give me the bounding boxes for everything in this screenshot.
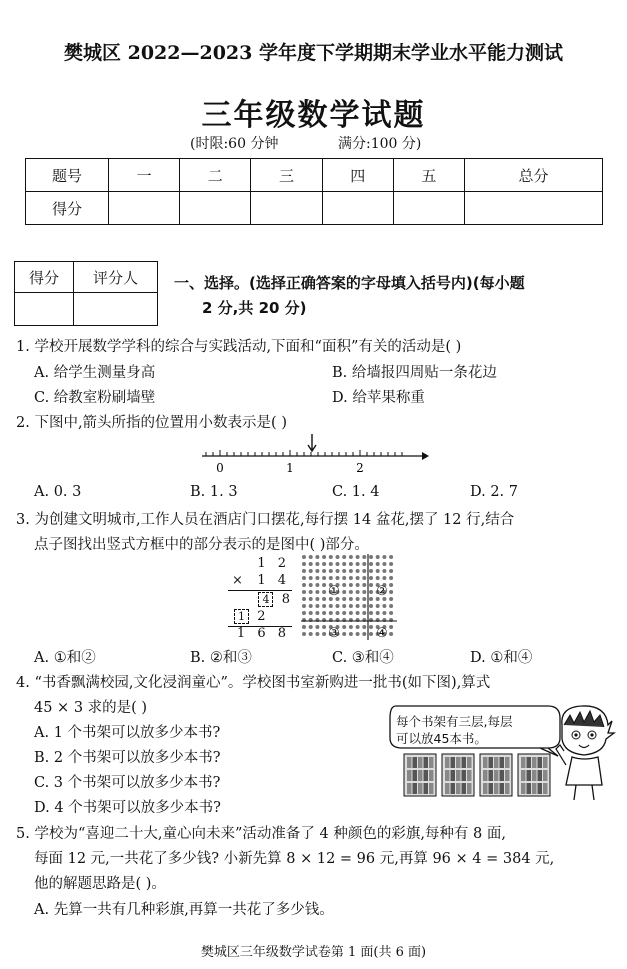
grid-dot: [315, 562, 319, 566]
score-row-label: 得分: [26, 192, 109, 225]
bookshelf-icon: [480, 754, 512, 796]
grid-dot: [382, 569, 386, 573]
q1-option-a[interactable]: A. 给学生测量身高: [34, 365, 156, 381]
grid-dot: [362, 569, 366, 573]
grid-dot: [302, 583, 306, 587]
grid-dot: [336, 604, 340, 608]
score-cell[interactable]: [180, 192, 251, 225]
grid-dot: [376, 604, 380, 608]
q3-option-a[interactable]: A. ①和②: [34, 650, 96, 666]
bookshelves-illustration: [402, 752, 552, 798]
grid-dot: [329, 555, 333, 559]
grid-dot: [362, 625, 366, 629]
grid-dot: [315, 555, 319, 559]
time-limit: (时限:60 分钟: [190, 136, 279, 152]
grid-dot: [376, 611, 380, 615]
grid-dot: [389, 604, 393, 608]
grid-dot: [302, 597, 306, 601]
grid-dot: [342, 625, 346, 629]
q3-option-d[interactable]: D. ①和④: [470, 650, 533, 666]
grid-dot: [342, 611, 346, 615]
grid-dot: [389, 555, 393, 559]
q3-option-b[interactable]: B. ②和③: [190, 650, 252, 666]
score-cell[interactable]: [251, 192, 322, 225]
grid-dot: [376, 562, 380, 566]
section-heading-cont: 2 分,共 20 分): [202, 299, 307, 317]
grid-dot: [369, 604, 373, 608]
grader-box: [14, 261, 158, 326]
score-cell[interactable]: [465, 192, 603, 225]
grid-dot: [349, 604, 353, 608]
grader-name-label: 评分人: [74, 262, 158, 293]
grid-dot: [349, 611, 353, 615]
q4-option-d[interactable]: D. 4 个书架可以放多少本书?: [34, 800, 221, 816]
grid-dot: [362, 583, 366, 587]
grid-dot: [382, 562, 386, 566]
grid-dot: [349, 576, 353, 580]
grid-dot: [315, 569, 319, 573]
page-title: 三年级数学试题: [201, 98, 426, 133]
grid-dot: [329, 576, 333, 580]
grid-dot: [382, 604, 386, 608]
exam-header: 樊城区 2022—2023 学年度下学期期末学业水平能力测试: [64, 42, 563, 64]
q1-stem: 1. 学校开展数学学科的综合与实践活动,下面和“面积”有关的活动是( ): [16, 339, 462, 355]
q1-option-b[interactable]: B. 给墙报四周贴一条花边: [332, 365, 497, 381]
grid-dot: [356, 597, 360, 601]
q5-stem: 5. 学校为“喜迎二十大,童心向未来”活动准备了 4 种颜色的彩旗,每种有 8 面,: [16, 826, 506, 842]
grid-dot: [336, 611, 340, 615]
grid-dot: [322, 562, 326, 566]
grid-dot: [322, 583, 326, 587]
grid-dot: [362, 632, 366, 636]
q2-option-d[interactable]: D. 2. 7: [470, 484, 518, 500]
grid-dot: [342, 576, 346, 580]
grid-dot: [369, 632, 373, 636]
grid-dot: [342, 590, 346, 594]
grid-dot: [356, 590, 360, 594]
grid-dot: [309, 569, 313, 573]
grid-dot: [309, 562, 313, 566]
grid-dot: [389, 625, 393, 629]
grid-dot: [322, 632, 326, 636]
vertical-calc: [228, 556, 292, 640]
grid-dot: [376, 576, 380, 580]
grid-dot: [389, 562, 393, 566]
grid-dot: [309, 625, 313, 629]
region-label-3: ③: [328, 626, 340, 641]
grid-dot: [322, 604, 326, 608]
q3-stem-cont: 点子图找出竖式方框中的部分表示的是图中( )部分。: [34, 537, 369, 553]
grid-dot: [376, 569, 380, 573]
score-table-header: 四: [322, 159, 393, 192]
grid-dot: [322, 611, 326, 615]
grid-dot: [389, 590, 393, 594]
dot-grid-figure: [300, 553, 398, 641]
grid-dot: [356, 625, 360, 629]
grid-dot: [369, 555, 373, 559]
grid-dot: [362, 590, 366, 594]
q5-stem-cont: 每面 12 元,一共花了多少钱? 小新先算 8 × 12 = 96 元,再算 96 × 4 = 384 元,: [34, 851, 555, 867]
grid-dot: [302, 555, 306, 559]
grid-dot: [336, 555, 340, 559]
tick-label-1: 1: [286, 461, 294, 475]
grid-dot: [362, 611, 366, 615]
q4-option-c[interactable]: C. 3 个书架可以放多少本书?: [34, 775, 221, 791]
q4-stem: 4. “书香飘满校园,文化浸润童心”。学校图书室新购进一批书(如下图),算式: [16, 675, 491, 691]
bookshelf-icon: [518, 754, 550, 796]
grid-dot: [315, 611, 319, 615]
calc-multiplier: 1 4: [257, 573, 290, 588]
grid-dot: [356, 555, 360, 559]
grid-dot: [362, 555, 366, 559]
grid-dot: [322, 576, 326, 580]
grid-dot: [329, 604, 333, 608]
grid-dot: [376, 555, 380, 559]
grid-dot: [349, 562, 353, 566]
grid-dot: [342, 562, 346, 566]
grid-dot: [322, 597, 326, 601]
grid-dot: [309, 590, 313, 594]
grid-dot: [389, 583, 393, 587]
grid-dot: [389, 611, 393, 615]
score-table-header: 题号: [26, 159, 109, 192]
grid-dot: [315, 604, 319, 608]
grid-dot: [342, 569, 346, 573]
grid-dot: [315, 590, 319, 594]
grid-dot: [322, 590, 326, 594]
grid-dot: [349, 632, 353, 636]
grid-dot: [342, 583, 346, 587]
grid-dot: [302, 632, 306, 636]
arrow-indicator-icon: [308, 434, 316, 451]
grid-dot: [369, 590, 373, 594]
calc-boxed-digit: 1: [234, 609, 249, 624]
grid-dot: [302, 576, 306, 580]
region-label-2: ②: [376, 584, 388, 599]
grid-dot: [362, 562, 366, 566]
number-line: [198, 432, 433, 476]
q4-option-b[interactable]: B. 2 个书架可以放多少本书?: [34, 750, 221, 766]
grid-dot: [349, 555, 353, 559]
grader-score-label: 得分: [15, 262, 74, 293]
section-heading: 一、选择。(选择正确答案的字母填入括号内)(每小题: [174, 274, 525, 292]
grader-score-cell[interactable]: [15, 293, 74, 326]
grid-dot: [382, 611, 386, 615]
grid-dot: [356, 604, 360, 608]
bookshelf-icon: [442, 754, 474, 796]
grid-dot: [315, 625, 319, 629]
q5-option-a[interactable]: A. 先算一共有几种彩旗,再算一共花了多少钱。: [34, 902, 334, 918]
grid-dot: [309, 611, 313, 615]
grid-dot: [302, 611, 306, 615]
grid-dot: [309, 597, 313, 601]
grid-dot: [369, 625, 373, 629]
grid-dot: [336, 569, 340, 573]
grid-dot: [349, 590, 353, 594]
grid-dot: [369, 562, 373, 566]
grid-dot: [336, 576, 340, 580]
grid-dot: [329, 611, 333, 615]
bookshelf-icon: [404, 754, 436, 796]
bubble-text-1: 每个书架有三层,每层: [396, 714, 513, 729]
grid-dot: [349, 569, 353, 573]
grid-dot: [309, 576, 313, 580]
tick-label-2: 2: [356, 461, 364, 475]
grid-dot: [315, 583, 319, 587]
calc-multiplicand: 1 2: [257, 556, 290, 571]
grid-dot: [342, 597, 346, 601]
grid-dot: [322, 569, 326, 573]
grid-dot: [362, 604, 366, 608]
score-cell[interactable]: [393, 192, 464, 225]
q2-option-c[interactable]: C. 1. 4: [332, 484, 380, 500]
score-table: [25, 158, 603, 225]
grid-dot: [302, 590, 306, 594]
q3-stem: 3. 为创建文明城市,工作人员在酒店门口摆花,每行摆 14 盆花,摆了 12 行,结合: [16, 512, 515, 528]
grid-dot: [309, 604, 313, 608]
calc-operator: ×: [232, 573, 243, 588]
score-table-header: 三: [251, 159, 322, 192]
grid-dot: [356, 611, 360, 615]
calc-digit: 2: [257, 609, 266, 624]
grid-dot: [369, 583, 373, 587]
score-table-header: 总分: [465, 159, 603, 192]
grid-dot: [369, 597, 373, 601]
grid-dot: [356, 632, 360, 636]
grid-dot: [389, 569, 393, 573]
grader-name-cell[interactable]: [74, 293, 158, 326]
q5-stem-cont2: 他的解题思路是( )。: [34, 876, 166, 892]
bubble-text-2: 可以放45本书。: [396, 731, 487, 746]
grid-dot: [369, 576, 373, 580]
q1-option-d[interactable]: D. 给苹果称重: [332, 390, 425, 406]
grid-dot: [342, 555, 346, 559]
full-score: 满分:100 分): [338, 136, 422, 152]
grid-dot: [322, 555, 326, 559]
q2-option-b[interactable]: B. 1. 3: [190, 484, 238, 500]
grid-dot: [356, 562, 360, 566]
grid-dot: [309, 632, 313, 636]
grid-dot: [356, 569, 360, 573]
q4-option-a[interactable]: A. 1 个书架可以放多少本书?: [34, 725, 221, 741]
calc-digit: 8: [281, 592, 290, 607]
calc-boxed-digit: 4: [258, 592, 273, 607]
q2-option-a[interactable]: A. 0. 3: [34, 484, 82, 500]
score-table-header: 二: [180, 159, 251, 192]
grid-dot: [336, 562, 340, 566]
grid-dot: [349, 625, 353, 629]
grid-dot: [362, 597, 366, 601]
grid-dot: [342, 604, 346, 608]
calc-result: 1 6 8: [236, 626, 290, 641]
score-table-header: 一: [109, 159, 180, 192]
score-cell[interactable]: [109, 192, 180, 225]
tick-label-0: 0: [216, 461, 224, 475]
cartoon-boy-illustration: [552, 703, 616, 803]
grid-dot: [309, 583, 313, 587]
grid-dot: [302, 562, 306, 566]
grid-dot: [302, 625, 306, 629]
grid-dot: [315, 576, 319, 580]
score-cell[interactable]: [322, 192, 393, 225]
grid-dot: [315, 632, 319, 636]
grid-dot: [362, 576, 366, 580]
grid-dot: [342, 632, 346, 636]
grid-dot: [356, 583, 360, 587]
q1-option-c[interactable]: C. 给教室粉刷墙壁: [34, 390, 156, 406]
region-label-4: ④: [376, 626, 388, 641]
q4-stem-cont: 45 × 3 求的是( ): [34, 700, 148, 716]
region-label-1: ①: [328, 584, 340, 599]
grid-dot: [389, 632, 393, 636]
grid-dot: [329, 569, 333, 573]
grid-dot: [309, 555, 313, 559]
grid-dot: [389, 576, 393, 580]
grid-dot: [389, 597, 393, 601]
q2-stem: 2. 下图中,箭头所指的位置用小数表示是( ): [16, 415, 287, 431]
page-footer: 樊城区三年级数学试卷第 1 面(共 6 面): [200, 945, 427, 960]
grid-dot: [356, 576, 360, 580]
score-table-header: 五: [393, 159, 464, 192]
grid-dot: [382, 555, 386, 559]
grid-dot: [369, 611, 373, 615]
q3-option-c[interactable]: C. ③和④: [332, 650, 394, 666]
grid-dot: [302, 604, 306, 608]
grid-dot: [349, 597, 353, 601]
grid-dot: [315, 597, 319, 601]
grid-dot: [302, 569, 306, 573]
grid-dot: [382, 576, 386, 580]
grid-dot: [322, 625, 326, 629]
grid-dot: [329, 562, 333, 566]
grid-dot: [349, 583, 353, 587]
grid-dot: [369, 569, 373, 573]
